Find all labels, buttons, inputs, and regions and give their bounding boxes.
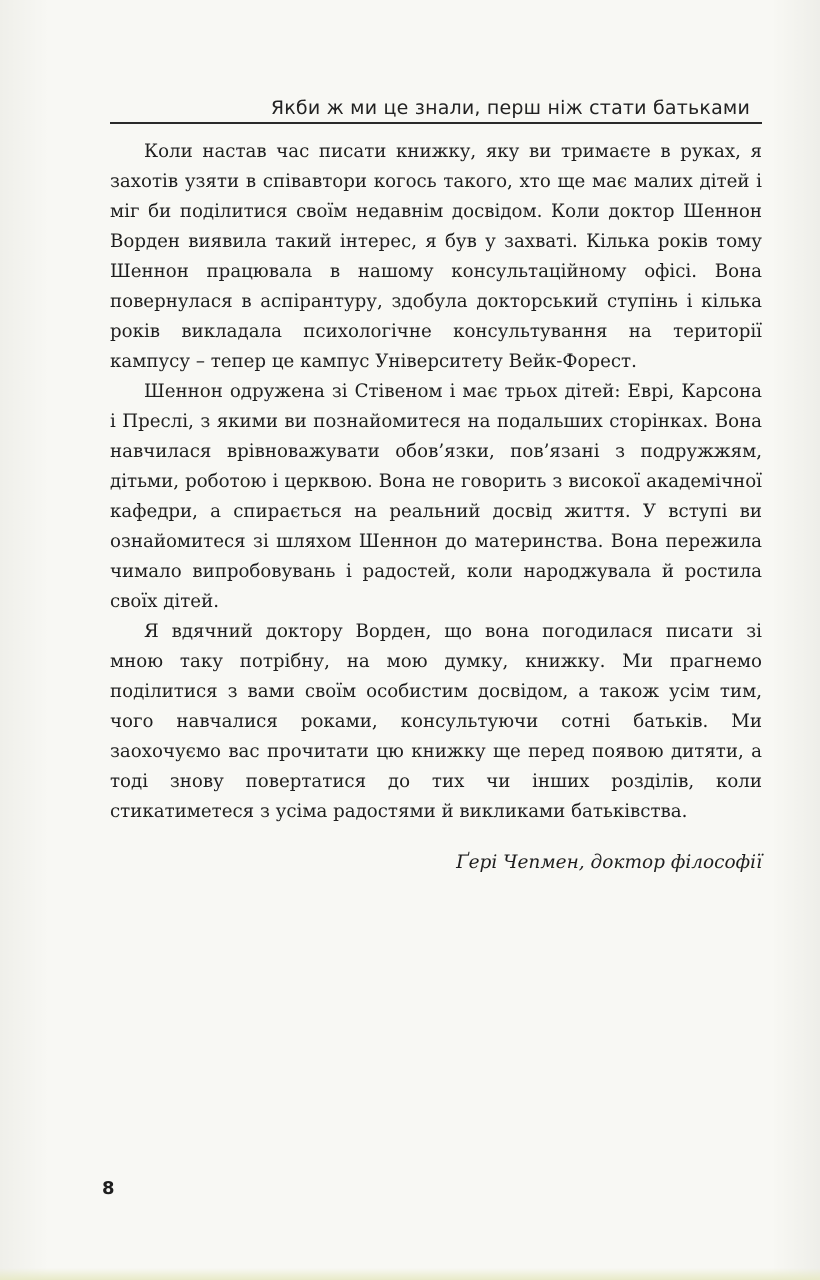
paragraph-1: Коли настав час писати книжку, яку ви тримаєте в руках, я захотів узяти в співавтори когось такого, хто ще має малих дітей і міг би поділитися своїм недавнім досвідом. Коли доктор Шеннон Ворден виявила такий інтерес, я був у захваті. Кілька років тому Шеннон працювала в нашому консультаційному офісі. Вона повернулася в аспірантуру, здобула докторський ступінь і кілька років викладала психологічне консультування на території кампусу – тепер це кампус Університету Вейк-Форест. xyxy=(110,141,762,372)
paragraph-3: Я вдячний доктору Ворден, що вона погодилася писати зі мною таку потрібну, на мою думку, книжку. Ми прагнемо поділитися з вами своїм особистим досвідом, а також усім тим, чого навчалися роками, консультуючи сотні батьків. Ми заохочуємо вас прочитати цю книжку ще перед появою дитяти, а тоді знову повертатися до тих чи інших розділів, коли стикатиметеся з усіма радостями й викликами батьківства. xyxy=(110,621,762,822)
running-header-title: Якби ж ми це знали, перш ніж стати батьками xyxy=(270,97,750,119)
running-header xyxy=(110,92,762,124)
body-text xyxy=(110,137,762,827)
page-number: 8 xyxy=(102,1178,115,1199)
page-edge-shadow xyxy=(0,1268,820,1280)
author-signature: Ґері Чепмен, доктор філософії xyxy=(456,852,762,873)
paragraph-2: Шеннон одружена зі Стівеном і має трьох дітей: Еврі, Карсона і Преслі, з якими ви познайомитеся на подальших сторінках. Вона навчилася врівноважувати обов’язки, пов’язані з подружжям, дітьми, роботою і церквою. Вона не говорить з високої академічної кафедри, а спирається на реальний досвід життя. У вступі ви ознайомитеся зі шляхом Шеннон до материнства. Вона пережила чимало випробовувань і радостей, коли народжувала й ростила своїх дітей. xyxy=(110,381,762,612)
